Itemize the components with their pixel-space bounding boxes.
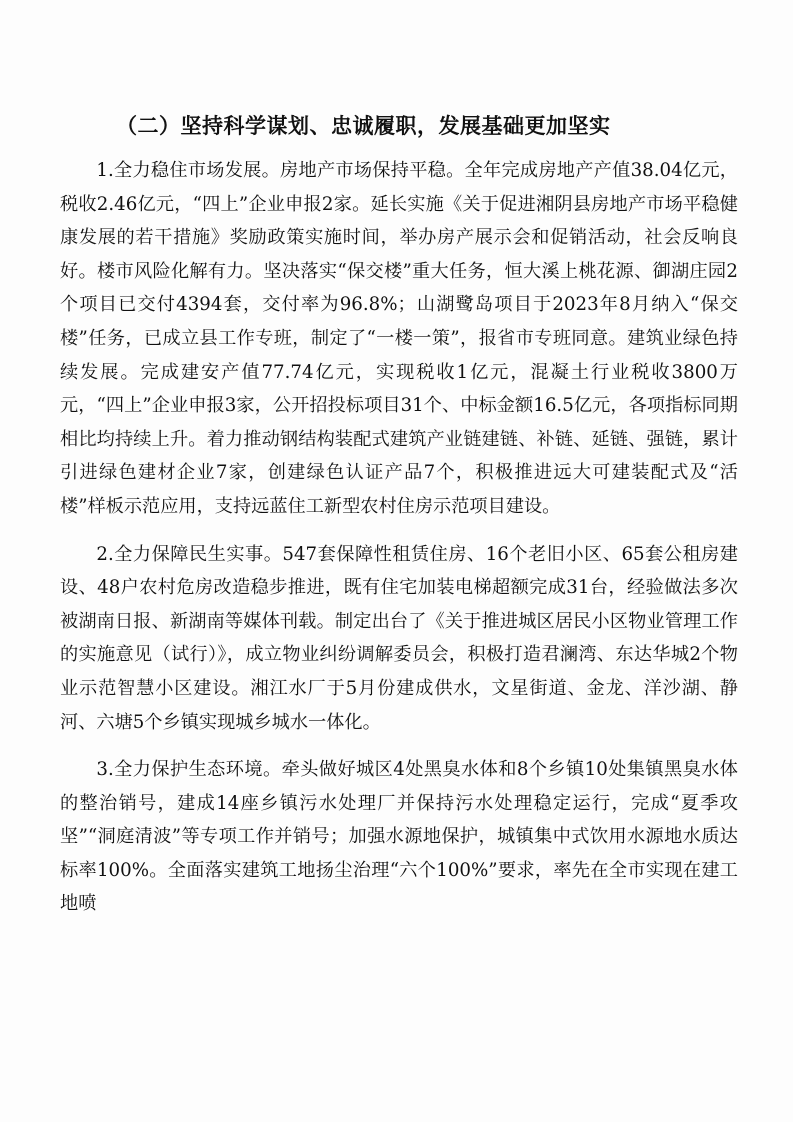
paragraph-market: 1.全力稳住市场发展。房地产市场保持平稳。全年完成房地产产值38.04亿元，税收2.46亿元，“四上”企业申报2家。延长实施《关于促进湘阴县房地产市场平稳健康发展的若干措施》奖励政策实施时间，举办房产展示会和促销活动，社会反响良好。楼市风险化解有力。坚决落实“保交楼”重大任务，恒大溪上桃花源、御湖庄园2个项目已交付4394套，交付率为96.8%；山湖鹭岛项目于2023年8月纳入“保交楼”任务，已成立县工作专班，制定了“一楼一策”，报省市专班同意。建筑业绿色持续发展。完成建安产值77.74亿元，实现税收1亿元，混凝土行业税收3800万元，“四上”企业申报3家，公开招投标项目31个、中标金额16.5亿元，各项指标同期相比均持续上升。着力推动钢结构装配式建筑产业链建链、补链、延链、强链，累计引进绿色建材企业7家，创建绿色认证产品7个，积极推进远大可建装配式及“活楼”样板示范应用，支持远蓝住工新型农村住房示范项目建设。 <box>60 160 738 517</box>
paragraph-ecology: 3.全力保护生态环境。牵头做好城区4处黑臭水体和8个乡镇10处集镇黑臭水体的整治销号，建成14座乡镇污水处理厂并保持污水处理稳定运行，完成“夏季攻坚”“洞庭清波”等专项工作并销号；加强水源地保护，城镇集中式饮用水源地水质达标率100%。全面落实建筑工地扬尘治理“六个100%”要求，率先在全市实现在建工地喷 <box>60 759 738 915</box>
section-heading: （二）坚持科学谋划、忠诚履职，发展基础更加坚实 <box>116 114 611 138</box>
paragraph-livelihood: 2.全力保障民生实事。547套保障性租赁住房、16个老旧小区、65套公租房建设、48户农村危房改造稳步推进，既有住宅加装电梯超额完成31台，经验做法多次被湖南日报、新湖南等媒体刊载。制定出台了《关于推进城区居民小区物业管理工作的实施意见（试行）》，成立物业纠纷调解委员会，积极打造君澜湾、东达华城2个物业示范智慧小区建设。湘江水厂于5月份建成供水，文星街道、金龙、洋沙湖、静河、六塘5个乡镇实现城乡城水一体化。 <box>60 543 738 733</box>
document-body <box>60 110 738 935</box>
